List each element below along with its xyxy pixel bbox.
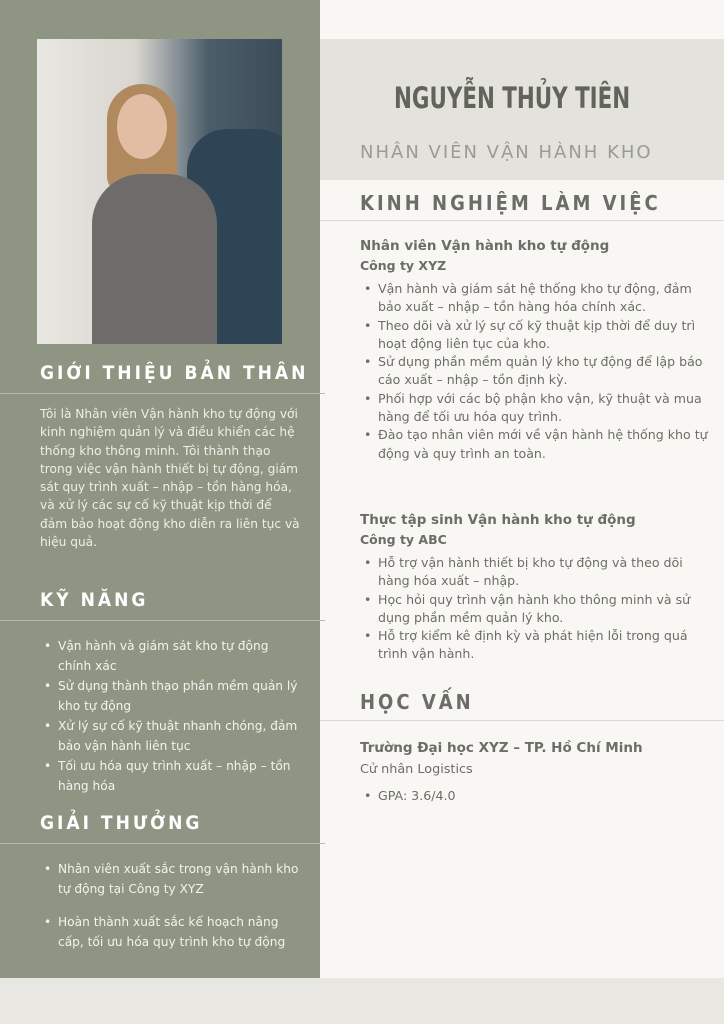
awards-list [40,859,305,952]
list-item: • Vận hành và giám sát hệ thống kho tự động, đảm bảo xuất – nhập – tồn hàng hóa chính xác. [360,280,710,317]
about-text: Tôi là Nhân viên Vận hành kho tự động với kinh nghiệm quản lý và điều khiển các hệ thống kho thông minh. Tôi thành thạo trong việc vận hành thiết bị tự động, giám sát quy trình xuất – nhập – tồn hàng hóa, và xử lý các sự cố kỹ thuật kịp thời để đảm bảo hoạt động kho diễn ra liên tục và hiệu quả. [40,407,300,550]
bottom-band [0,978,724,1024]
list-item: • Hỗ trợ kiểm kê định kỳ và phát hiện lỗi trong quá trình vận hành. [360,627,710,664]
job-entry [360,512,710,664]
list-item: • Sử dụng phần mềm quản lý kho tự động để lập báo cáo xuất – nhập – tồn định kỳ. [360,353,710,390]
list-item: • Phối hợp với các bộ phận kho vận, kỹ thuật và mua hàng để tối ưu hóa quy trình. [360,390,710,427]
list-item: • Hỗ trợ vận hành thiết bị kho tự động và theo dõi hàng hóa xuất – nhập. [360,554,710,591]
awards-heading: GIẢI THƯỞNG [0,812,325,844]
job-title: Thực tập sinh Vận hành kho tự động [360,512,636,528]
education-entry [360,740,710,805]
job-entry [360,238,710,463]
list-item: • Đào tạo nhân viên mới về vận hành hệ thống kho tự động và quy trình an toàn. [360,426,710,463]
profile-photo [37,39,282,344]
job-role: NHÂN VIÊN VẬN HÀNH KHO [360,142,653,163]
list-item: • Nhân viên xuất sắc trong vận hành kho tự động tại Công ty XYZ [40,859,305,899]
job-company: Công ty XYZ [360,258,447,273]
list-item: • Xử lý sự cố kỹ thuật nhanh chóng, đảm bảo vận hành liên tục [40,716,305,756]
header-band [320,39,724,180]
job-title: Nhân viên Vận hành kho tự động [360,238,610,254]
list-item: • Sử dụng thành thạo phần mềm quản lý kho tự động [40,676,305,716]
list-item: • Vận hành và giám sát kho tự động chính xác [40,636,305,676]
skills-heading: KỸ NĂNG [0,589,325,621]
degree: Cử nhân Logistics [360,762,473,777]
job-company: Công ty ABC [360,532,447,547]
list-item: • Tối ưu hóa quy trình xuất – nhập – tồn hàng hóa [40,756,305,796]
person-name: NGUYỄN THỦY TIÊN [394,81,631,115]
school-name: Trường Đại học XYZ – TP. Hồ Chí Minh [360,740,643,756]
list-item: • Hoàn thành xuất sắc kế hoạch nâng cấp, tối ưu hóa quy trình kho tự động [40,912,305,952]
list-item: • Theo dõi và xử lý sự cố kỹ thuật kịp thời để duy trì hoạt động liên tục của kho. [360,317,710,354]
list-item: • GPA: 3.6/4.0 [360,787,710,805]
experience-heading: KINH NGHIỆM LÀM VIỆC [320,191,724,221]
about-heading: GIỚI THIỆU BẢN THÂN [0,362,325,394]
skills-list [40,636,305,796]
education-heading: HỌC VẤN [320,690,724,721]
list-item: • Học hỏi quy trình vận hành kho thông minh và sử dụng phần mềm quản lý kho. [360,591,710,628]
